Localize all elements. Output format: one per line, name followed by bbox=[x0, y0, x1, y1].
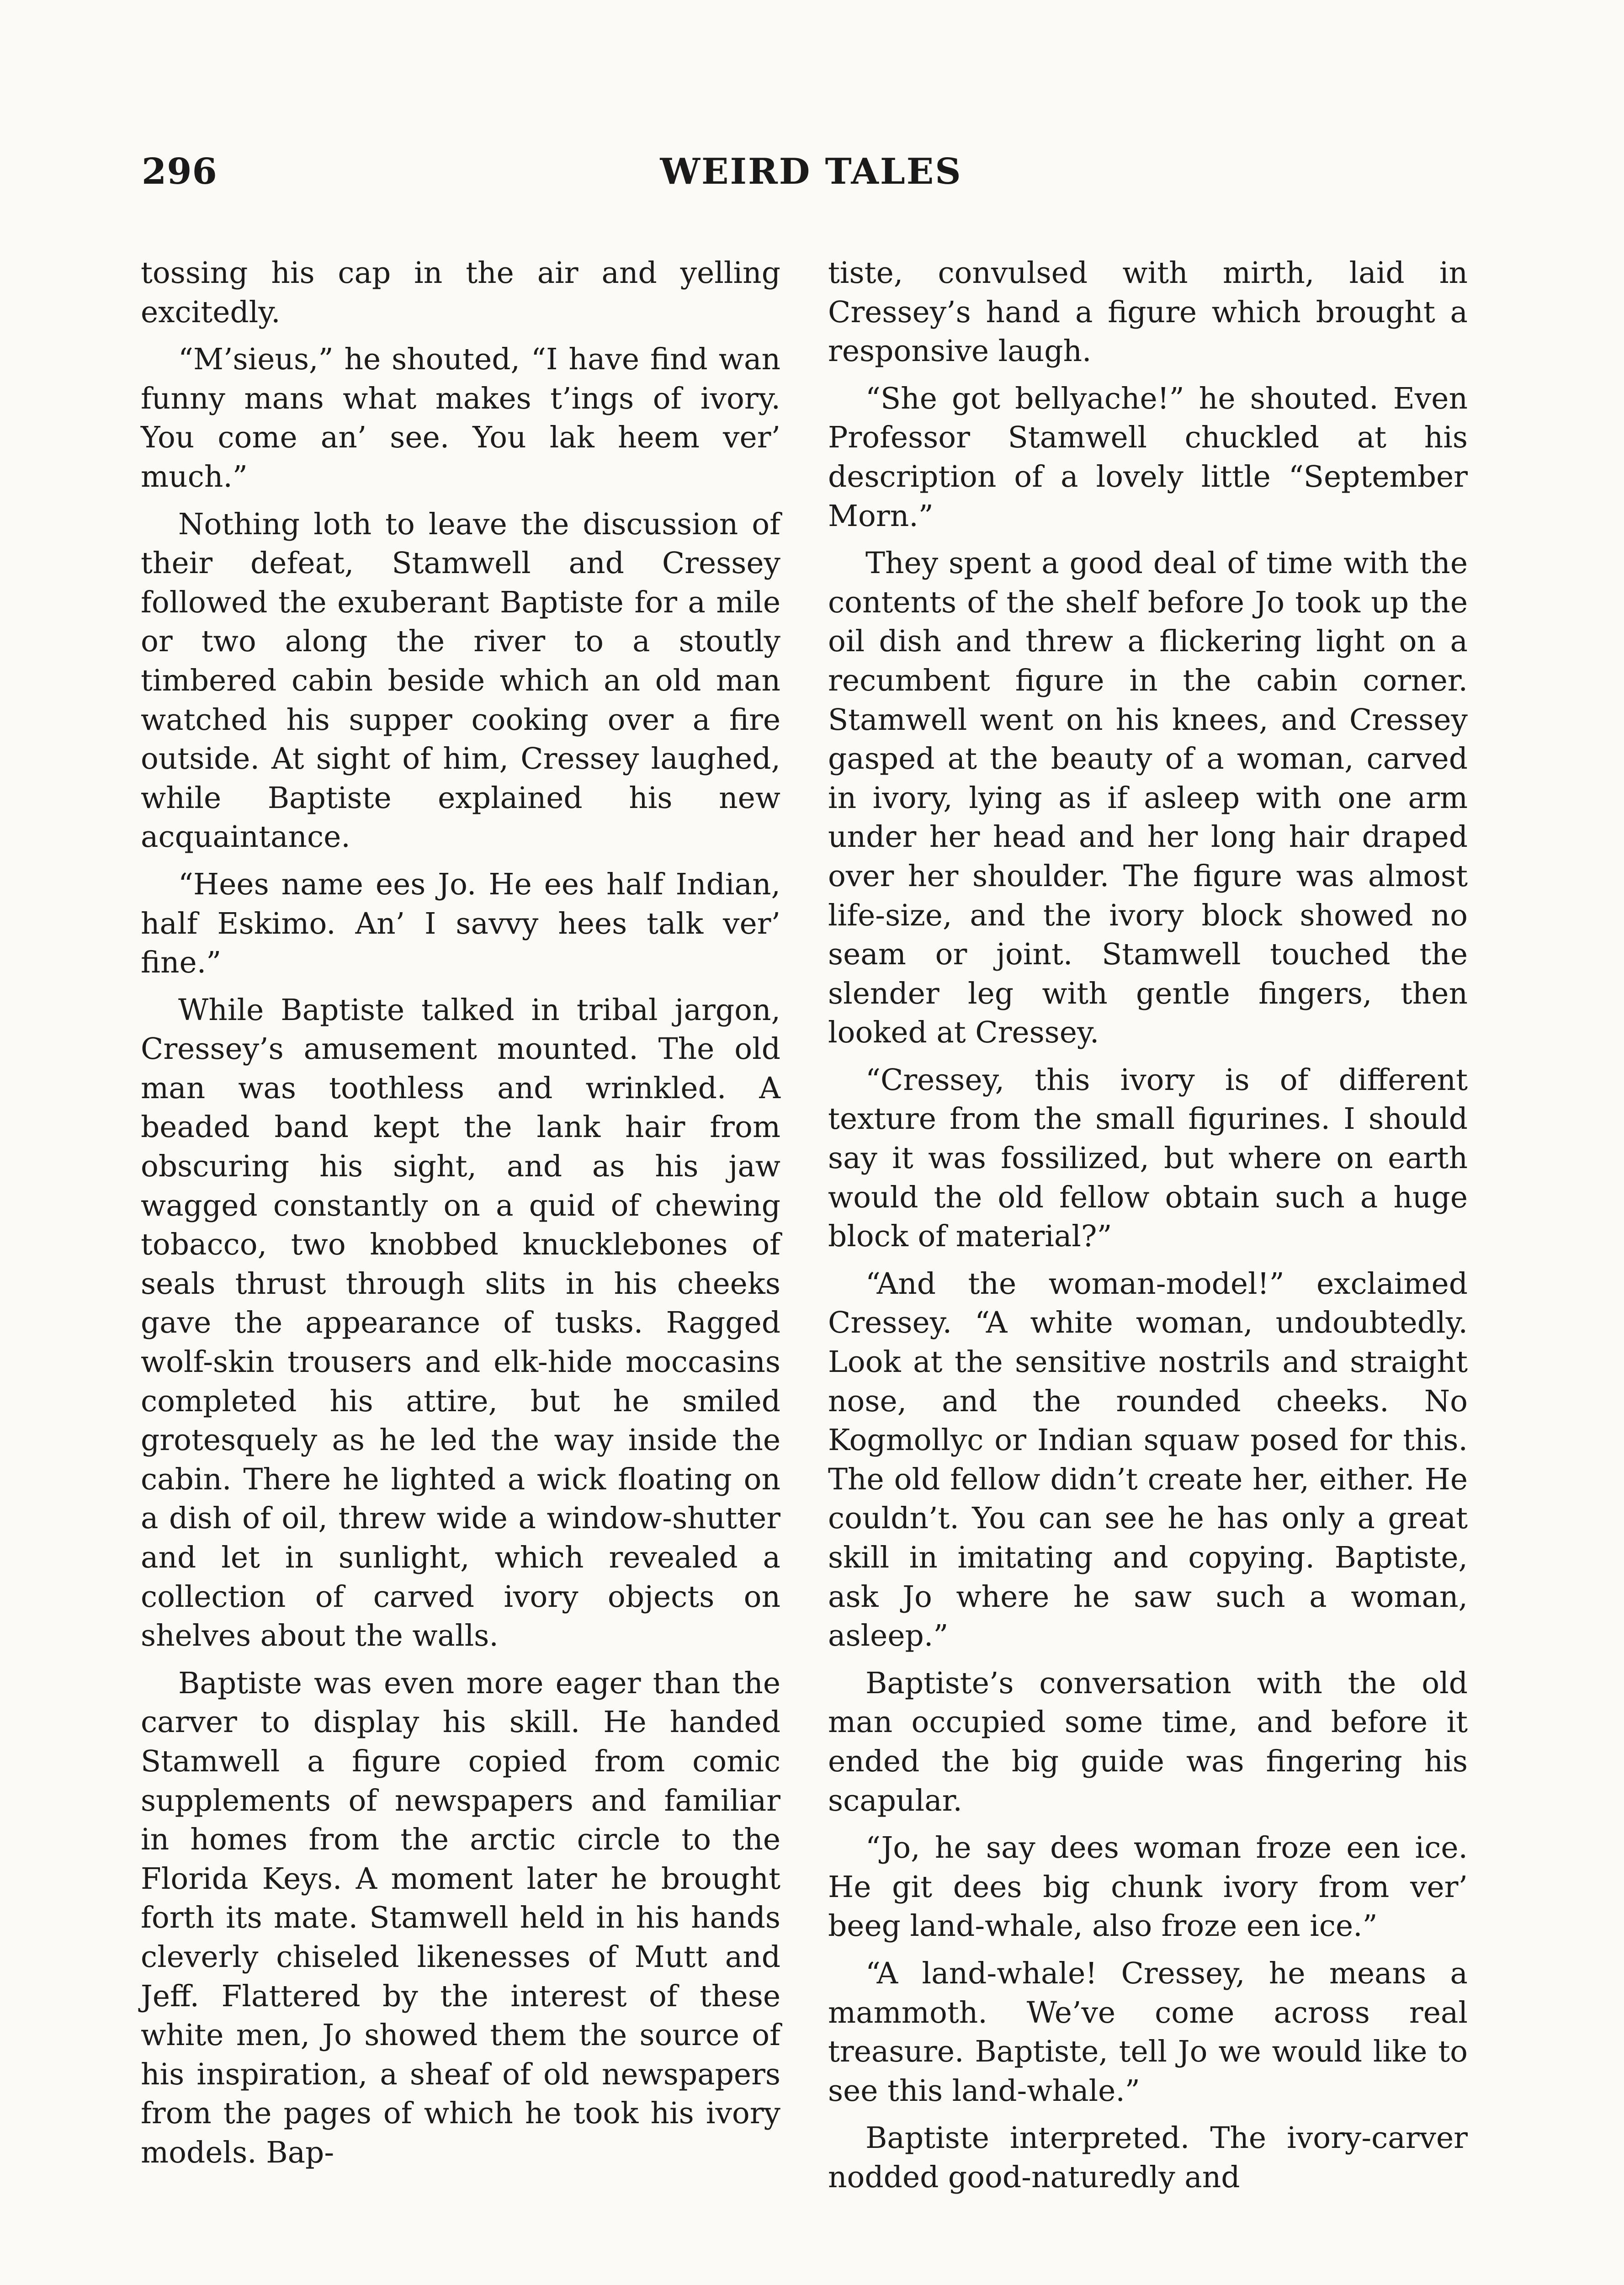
paragraph: While Baptiste talked in tribal jargon, Cressey’s amusement mounted. The old man was toothless and wrinkled. A beaded band kept the lank hair from obscuring his sight, and as his jaw wagged constantly on a quid of chewing tobacco, two knobbed knucklebones of seals thrust through slits in his cheeks gave the appearance of tusks. Ragged wolf-skin trousers and elk-hide moccasins completed his attire, but he smiled grotesquely as he led the way inside the cabin. There he lighted a wick floating on a dish of oil, threw wide a window-shutter and let in sunlight, which revealed a collection of carved ivory objects on shelves about the walls. bbox=[141, 993, 780, 1653]
paragraph: They spent a good deal of time with the contents of the shelf before Jo took up the oil dish and threw a flickering light on a recumbent figure in the cabin corner. Stamwell went on his knees, and Cressey gasped at the beauty of a woman, carved in ivory, lying as if asleep with one arm under her head and her long hair draped over her shoulder. The figure was almost life-size, and the ivory block showed no seam or joint. Stamwell touched the slender leg with gentle fingers, then looked at Cressey. bbox=[828, 546, 1468, 1050]
paragraph: Nothing loth to leave the discussion of their defeat, Stamwell and Cressey followed the exuberant Baptiste for a mile or two along the river to a stoutly timbered cabin beside which an old man watched his supper cooking over a fire outside. At sight of him, Cressey laughed, while Baptiste explained his new acquaintance. bbox=[141, 507, 780, 855]
paragraph: Baptiste was even more eager than the carver to display his skill. He handed Stamwell a figure copied from comic supplements of newspapers and familiar in homes from the arctic circle to the Florida Keys. A moment later he brought forth its mate. Stamwell held in his hands cleverly chiseled likenesses of Mutt and Jeff. Flattered by the interest of these white men, Jo showed them the source of his inspiration, a sheaf of old newspapers from the pages of which he took his ivory models. Bap- bbox=[141, 1666, 780, 2170]
paragraph: tiste, convulsed with mirth, laid in Cressey’s hand a figure which brought a responsive laugh. bbox=[828, 256, 1468, 369]
paragraph: Baptiste interpreted. The ivory-carver nodded good-naturedly and bbox=[828, 2121, 1468, 2195]
running-head bbox=[142, 151, 1481, 201]
paragraph: “Hees name ees Jo. He ees half Indian, half Eskimo. An’ I savvy hees talk ver’ fine.” bbox=[141, 867, 780, 980]
paragraph: “And the woman-model!” exclaimed Cressey. “A white woman, undoubtedly. Look at the sensitive nostrils and straight nose, and the rounded cheeks. No Kogmollyc or Indian squaw posed for this. The old fellow didn’t create her, either. He couldn’t. You can see he has only a great skill in imitating and copying. Baptiste, ask Jo where he saw such a woman, asleep.” bbox=[828, 1266, 1468, 1653]
right-column bbox=[828, 254, 1468, 2205]
paragraph: “Cressey, this ivory is of different texture from the small figurines. I should say it was fossilized, but where on earth would the old fellow obtain such a huge block of material?” bbox=[828, 1063, 1468, 1254]
paragraph: “A land-whale! Cressey, he means a mammoth. We’ve come across real treasure. Baptiste, tell Jo we would like to see this land-whale.” bbox=[828, 1956, 1468, 2108]
paragraph: tossing his cap in the air and yelling excitedly. bbox=[141, 256, 780, 329]
paragraph: “She got bellyache!” he shouted. Even Professor Stamwell chuckled at his description of a lovely little “September Morn.” bbox=[828, 381, 1468, 533]
magazine-title: WEIRD TALES bbox=[660, 151, 962, 192]
page-number: 296 bbox=[142, 151, 218, 192]
left-column bbox=[141, 254, 780, 2181]
paragraph: Baptiste’s conversation with the old man occupied some time, and before it ended the big guide was fingering his scapular. bbox=[828, 1666, 1468, 1818]
paragraph: “M’sieus,” he shouted, “I have find wan funny mans what makes t’ings of ivory. You come an’ see. You lak heem ver’ much.” bbox=[141, 342, 780, 494]
paragraph: “Jo, he say dees woman froze een ice. He git dees big chunk ivory from ver’ beeg land-whale, also froze een ice.” bbox=[828, 1831, 1468, 1944]
